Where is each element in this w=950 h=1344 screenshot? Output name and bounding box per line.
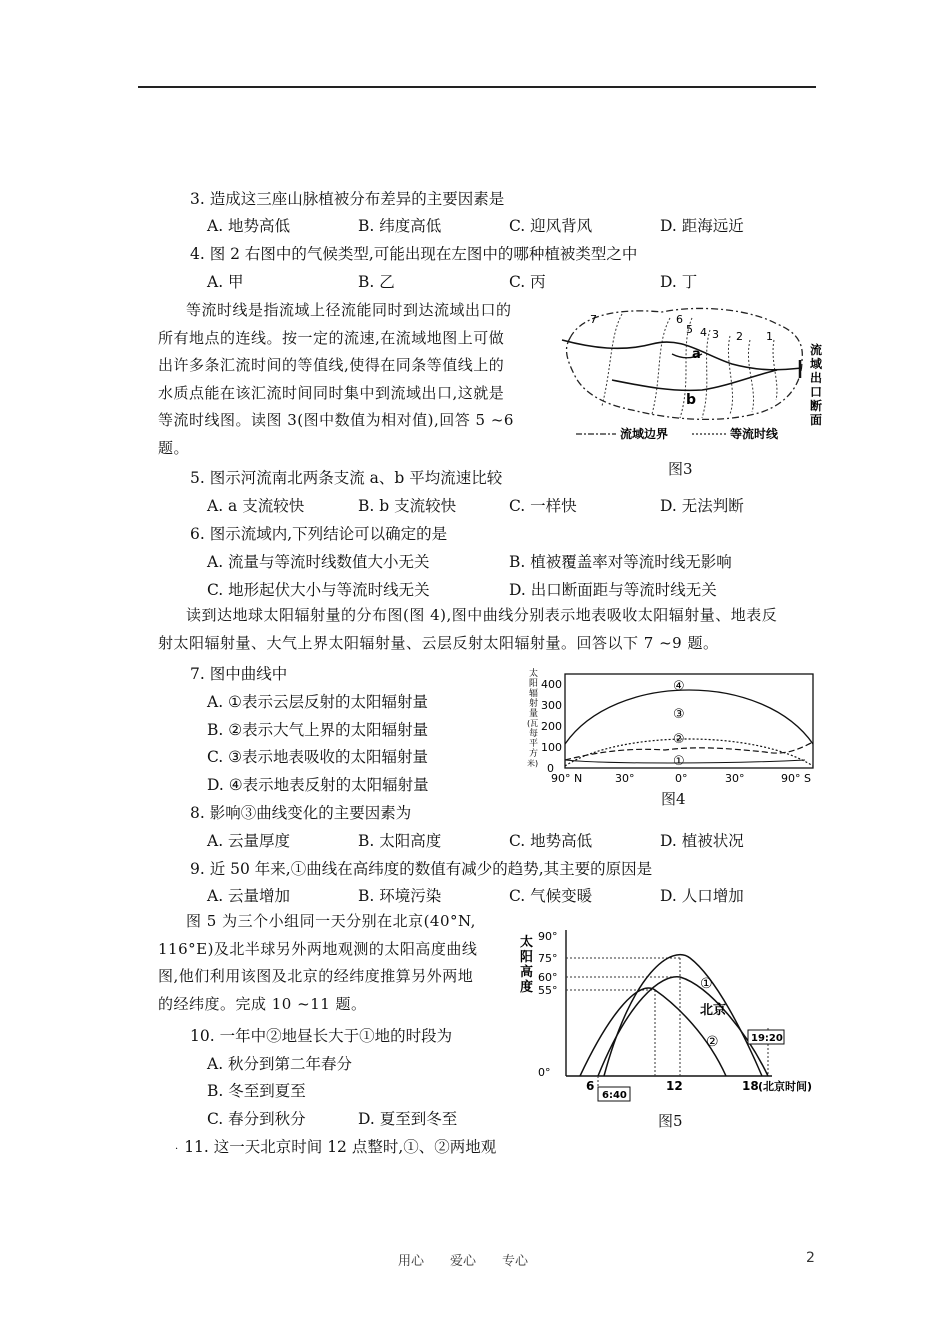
q4-stem: 4. 图 2 右图中的气候类型,可能出现在左图中的哪种植被类型之中 [190,245,638,263]
curve-2 [565,742,813,760]
q4-option-d: D. 丁 [660,273,698,291]
q5-option-a: A. a 支流较快 [207,497,305,515]
x-axis-unit: (北京时间) [758,1080,813,1093]
passage-solar-altitude [158,908,513,1018]
curve-2-label: ② [673,732,685,747]
q5-stem: 5. 图示河流南北两条支流 a、b 平均流速比较 [190,469,503,487]
y-axis-label: 方 [529,749,539,759]
y-tick-200: 200 [541,720,562,733]
q9-option-c: C. 气候变暖 [509,887,593,905]
passage-line: 出许多条汇流时间的等值线,使得在同条等值线上的 [158,356,505,375]
isochrone-label: 7 [590,313,597,326]
curve-2-label: ② [706,1034,719,1050]
q6-option-d: D. 出口断面距与等流时线无关 [509,581,717,599]
q9-stem: 9. 近 50 年来,①曲线在高纬度的数值有减少的趋势,其主要的原因是 [190,860,653,878]
q6-option-c: C. 地形起伏大小与等流时线无关 [207,581,430,599]
figure-3-watershed [552,296,827,446]
q8-stem: 8. 影响③曲线变化的主要因素为 [190,804,412,822]
main-river [562,340,802,370]
q3-option-d: D. 距海远近 [660,217,744,235]
y-axis-label: 太 [529,669,539,679]
y-axis-label: 每 [529,729,539,739]
beijing-label: 北京 [700,1003,727,1018]
figure-3-caption: 图3 [668,460,693,478]
y-tick-0: 0° [538,1066,551,1079]
q7-option-c: C. ③表示地表吸收的太阳辐射量 [207,748,429,766]
curve-1-label: ① [673,754,685,769]
q6-option-a: A. 流量与等流时线数值大小无关 [207,553,430,571]
y-axis-label: 辐 [529,689,539,699]
outlet-label: 流 [810,343,823,357]
x-tick-12: 12 [666,1079,683,1093]
isochrone-line [728,336,732,414]
legend-isochrone-label: 等流时线 [730,427,779,441]
q5-option-b: B. b 支流较快 [358,497,457,515]
q11-stem-text: 11. 这一天北京时间 12 点整时,①、②两地观 [184,1138,497,1156]
figure-4-radiation-chart [525,664,825,788]
q7-option-a: A. ①表示云层反射的太阳辐射量 [207,693,428,711]
sunset-time: 19:20 [751,1033,783,1044]
passage-line: 图,他们利用该图及北京的经纬度推算另外两地 [158,967,474,986]
isochrone-label: 1 [766,330,773,343]
q8-option-c: C. 地势高低 [509,832,593,850]
q5-option-c: C. 一样快 [509,497,577,515]
q4-option-b: B. 乙 [358,273,395,291]
q10-option-a: A. 秋分到第二年春分 [207,1055,353,1073]
passage-line: 射太阳辐射量、大气上界太阳辐射量、云层反射太阳辐射量。回答以下 7 ~9 题。 [158,633,719,652]
passage-line: 水质点能在该汇流时间同时集中到流域出口,这就是 [158,383,505,402]
figure-5-caption: 图5 [658,1112,683,1130]
y-axis-label: 高 [520,965,534,980]
passage-line: 题。 [158,438,190,457]
branch-b-river [612,370,777,390]
outlet-label: 断 [810,399,823,413]
q10-option-c: C. 春分到秋分 [207,1110,306,1128]
y-axis-label: 米) [527,759,539,768]
isochrone-label: 5 [686,323,693,336]
isochrone-line [602,314,622,406]
branch-a-label: a [692,347,701,362]
q9-option-d: D. 人口增加 [660,887,744,905]
isochrone-label: 6 [676,313,683,326]
q10-option-b: B. 冬至到夏至 [207,1082,306,1100]
q10-stem: 10. 一年中②地昼长大于①地的时段为 [190,1027,453,1045]
y-axis-label: 度 [520,980,534,995]
q8-option-a: A. 云量厚度 [207,832,291,850]
curve-beijing [580,988,726,1076]
header-rule [138,86,816,88]
legend-boundary-label: 流域边界 [620,427,669,441]
isochrone-label: 4 [700,326,707,339]
q3-option-c: C. 迎风背风 [509,217,593,235]
passage-line: 的经纬度。完成 10 ~11 题。 [158,994,367,1013]
q4-option-a: A. 甲 [207,273,244,291]
y-tick-300: 300 [541,699,562,712]
q9-option-b: B. 环境污染 [358,887,442,905]
x-tick: 30° [615,772,635,785]
y-tick-60: 60° [538,971,558,984]
isochrone-line [652,318,670,414]
passage-isochrone [158,297,553,463]
outlet-label: 出 [810,371,823,385]
q10-option-d: D. 夏至到冬至 [358,1110,458,1128]
passage-line: 等流时线是指流域上径流能同时到达流域出口的 [186,301,512,319]
passage-line: 等流时线图。读图 3(图中数值为相对值),回答 5 ~6 [158,411,514,430]
y-tick-90: 90° [538,930,558,943]
q7-option-b: B. ②表示大气上界的太阳辐射量 [207,721,429,739]
watershed-boundary [567,308,803,419]
outlet-label: 口 [810,385,823,399]
y-axis-label: 阳 [520,950,534,965]
y-axis-label: 阳 [529,679,539,689]
passage-line: 所有地点的连线。按一定的流速,在流域地图上可做 [158,328,505,347]
curve-4 [565,690,813,744]
plot-frame [565,674,813,768]
figure-5-solar-altitude-chart [520,924,820,1108]
footer-motto: 用心 爱心 专心 [398,1254,529,1269]
page-number: 2 [806,1250,815,1266]
y-axis-label: 量 [529,709,539,719]
x-tick: 90° N [551,772,583,785]
curve-3-label: ③ [673,707,685,722]
y-tick-55: 55° [538,984,558,997]
y-tick-0: 0 [547,762,554,775]
curve-1 [604,955,762,1076]
q8-option-d: D. 植被状况 [660,832,744,850]
passage-radiation [158,602,828,657]
q3-option-b: B. 纬度高低 [358,217,442,235]
branch-b-label: b [686,392,697,408]
q3-stem: 3. 造成这三座山脉植被分布差异的主要因素是 [190,190,505,208]
curve-2 [598,977,768,1076]
isochrone-label: 3 [712,328,719,341]
y-axis-label: 射 [529,699,539,709]
q4-option-c: C. 丙 [509,273,546,291]
curve-1 [565,760,805,763]
passage-line: 116°E)及北半球另外两地观测的太阳高度曲线 [158,939,478,958]
y-tick-400: 400 [541,678,562,691]
y-tick-75: 75° [538,952,558,965]
figure-4-caption: 图4 [661,790,686,808]
q6-option-b: B. 植被覆盖率对等流时线无影响 [509,553,732,571]
y-axis-label: (瓦 [527,719,539,728]
q7-stem: 7. 图中曲线中 [190,665,288,683]
q3-option-a: A. 地势高低 [207,217,291,235]
x-tick-6: 6 [586,1079,595,1093]
isochrone-line [702,330,710,418]
passage-line: 读到达地球太阳辐射量的分布图(图 4),图中曲线分别表示地表吸收太阳辐射量、地表反 [186,606,778,624]
outlet-label: 域 [810,357,823,371]
passage-line: 图 5 为三个小组同一天分别在北京(40°N, [186,912,476,930]
isochrone-label: 2 [736,330,743,343]
q8-option-b: B. 太阳高度 [358,832,442,850]
x-tick: 30° [725,772,745,785]
x-tick: 0° [675,772,688,785]
q6-stem: 6. 图示流域内,下列结论可以确定的是 [190,525,448,543]
x-tick-18: 18 [742,1079,759,1093]
outlet-label: 面 [810,413,823,427]
q5-option-d: D. 无法判断 [660,497,744,515]
y-tick-100: 100 [541,741,562,754]
sunrise-time: 6:40 [602,1090,627,1101]
q11-stem: · 11. 这一天北京时间 12 点整时,①、②两地观 [175,1138,497,1156]
curve-4-label: ④ [673,679,685,694]
curve-1-label: ① [700,976,713,992]
q9-option-a: A. 云量增加 [207,887,291,905]
q7-option-d: D. ④表示地表反射的太阳辐射量 [207,776,429,794]
y-axis-label: 太 [520,935,534,950]
y-axis-label: 平 [529,739,539,749]
x-tick: 90° S [781,772,811,785]
